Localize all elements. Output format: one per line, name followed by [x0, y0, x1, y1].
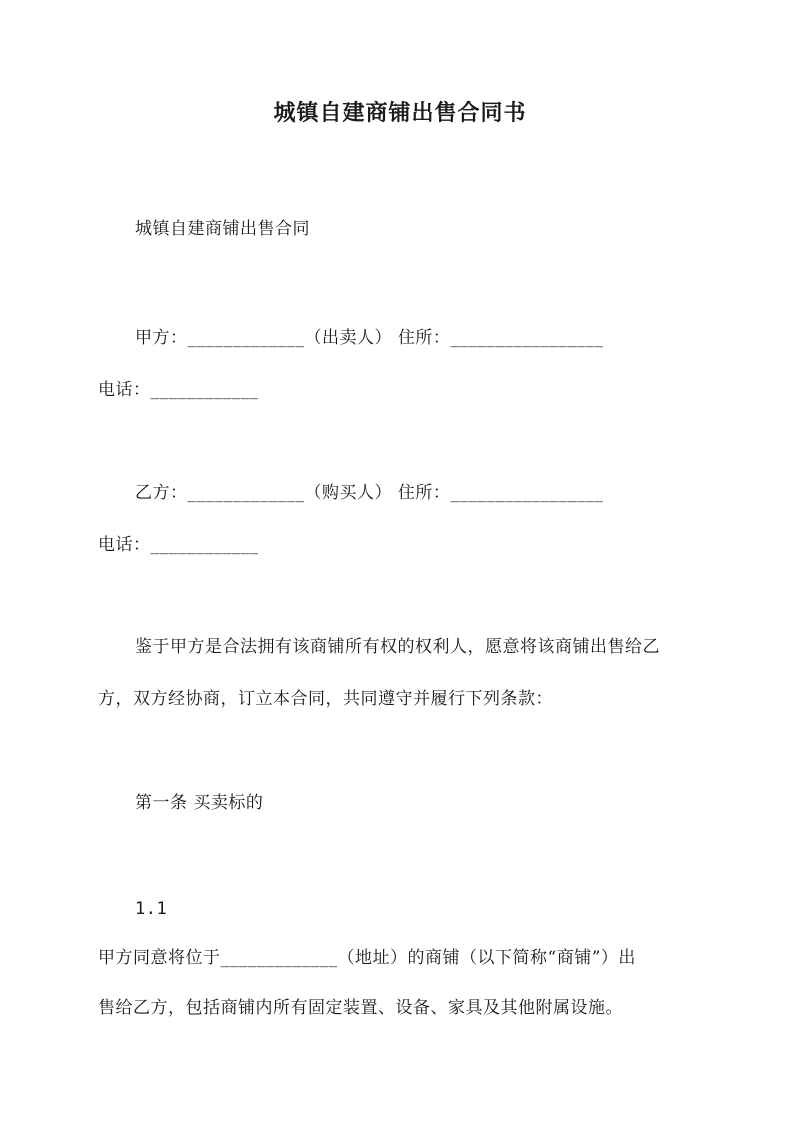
party-a-phone: 电话：____________	[98, 380, 259, 400]
document-title: 城镇自建商铺出售合同书	[273, 100, 527, 126]
preamble-line-1: 鉴于甲方是合法拥有该商铺所有权的权利人，愿意将该商铺出售给乙	[135, 637, 660, 657]
preamble-line-2: 方，双方经协商，订立本合同，共同遵守并履行下列条款：	[98, 689, 553, 709]
party-b-line: 乙方：_____________（购买人） 住所：_________________	[135, 483, 604, 503]
clause-1-1-line-2: 售给乙方，包括商铺内所有固定装置、设备、家具及其他附属设施。	[98, 998, 623, 1018]
clause-1-1-line-1: 甲方同意将位于_____________（地址）的商铺（以下简称“商铺”）出	[98, 948, 636, 968]
article-1-heading: 第一条 买卖标的	[135, 793, 264, 813]
party-a-line: 甲方：_____________（出卖人） 住所：_________________	[135, 328, 604, 348]
party-b-phone: 电话：____________	[98, 535, 259, 555]
clause-number: 1.1	[135, 899, 168, 919]
document-subtitle: 城镇自建商铺出售合同	[135, 219, 310, 239]
